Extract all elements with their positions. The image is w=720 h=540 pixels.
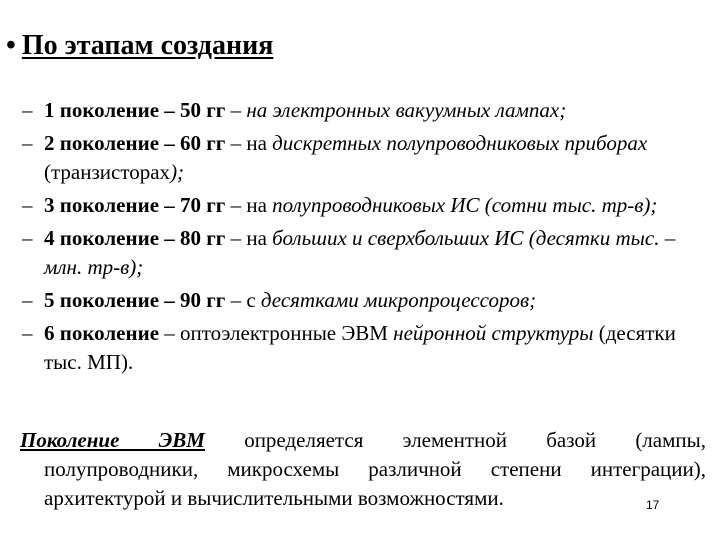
closing-line-2: полупроводники, микросхемы различной степени интеграции), [44,457,706,481]
list-item-body [44,191,698,220]
closing-paragraph [20,426,706,513]
list-item [22,191,698,220]
item-text-part: больших и сверхбольших ИС (десятки тыс. – млн. тр-в); [44,226,676,279]
list-item-body [44,96,698,125]
closing-line-1 [20,426,706,455]
list-item-body [44,129,698,187]
item-text-part: дискретных полупроводниковых приборах [272,131,648,155]
item-text-part: – с [225,288,261,312]
title-text: По этапам создания [21,30,274,61]
item-text-part: на электронных вакуумных лампах; [246,98,567,122]
item-text-part: ); [170,160,185,184]
item-text-part: (десятки тыс. МП). [44,321,676,374]
item-text-part: (транзисторах [44,160,171,184]
list-dash: – [22,226,33,250]
closing-line-1-text: определяется элементной базой (лампы, [244,428,706,452]
list-dash: – [22,98,33,122]
title-bullet: • [6,30,16,61]
list-item-body [44,286,698,315]
generation-list [22,96,698,381]
generation-label: 1 поколение – 50 гг [44,98,226,122]
generation-label: 4 поколение – 80 гг [44,226,226,250]
item-text-part: – оптоэлектронные ЭВМ [159,321,394,345]
list-item [22,286,698,315]
generation-label: 6 поколение [44,321,160,345]
generation-label: 3 поколение – 70 гг [44,193,226,217]
list-item [22,319,698,377]
item-text-part: – на [225,131,273,155]
slide-title [6,30,273,62]
item-text-part: полупроводниковых ИС (сотни тыс. тр-в); [272,193,658,217]
item-text-part: – на [225,193,273,217]
list-dash: – [22,321,33,345]
generation-label: 2 поколение – 60 гг [44,131,226,155]
list-dash: – [22,288,33,312]
list-item [22,129,698,187]
list-item [22,96,698,125]
list-item [22,224,698,282]
page-number: 17 [646,498,660,512]
item-text-part: – [225,98,247,122]
item-text-part: десятками микропроцессоров; [260,288,537,312]
list-item-body [44,319,698,377]
item-text-part: – на [225,226,273,250]
closing-line-3: архитектурой и вычислительными возможностями. [44,486,504,510]
list-dash: – [22,131,33,155]
closing-lead: Поколение ЭВМ [20,428,205,452]
generation-label: 5 поколение – 90 гг [44,288,226,312]
item-text-part: нейронной структуры [393,321,594,345]
list-item-body [44,224,698,282]
list-dash: – [22,193,33,217]
